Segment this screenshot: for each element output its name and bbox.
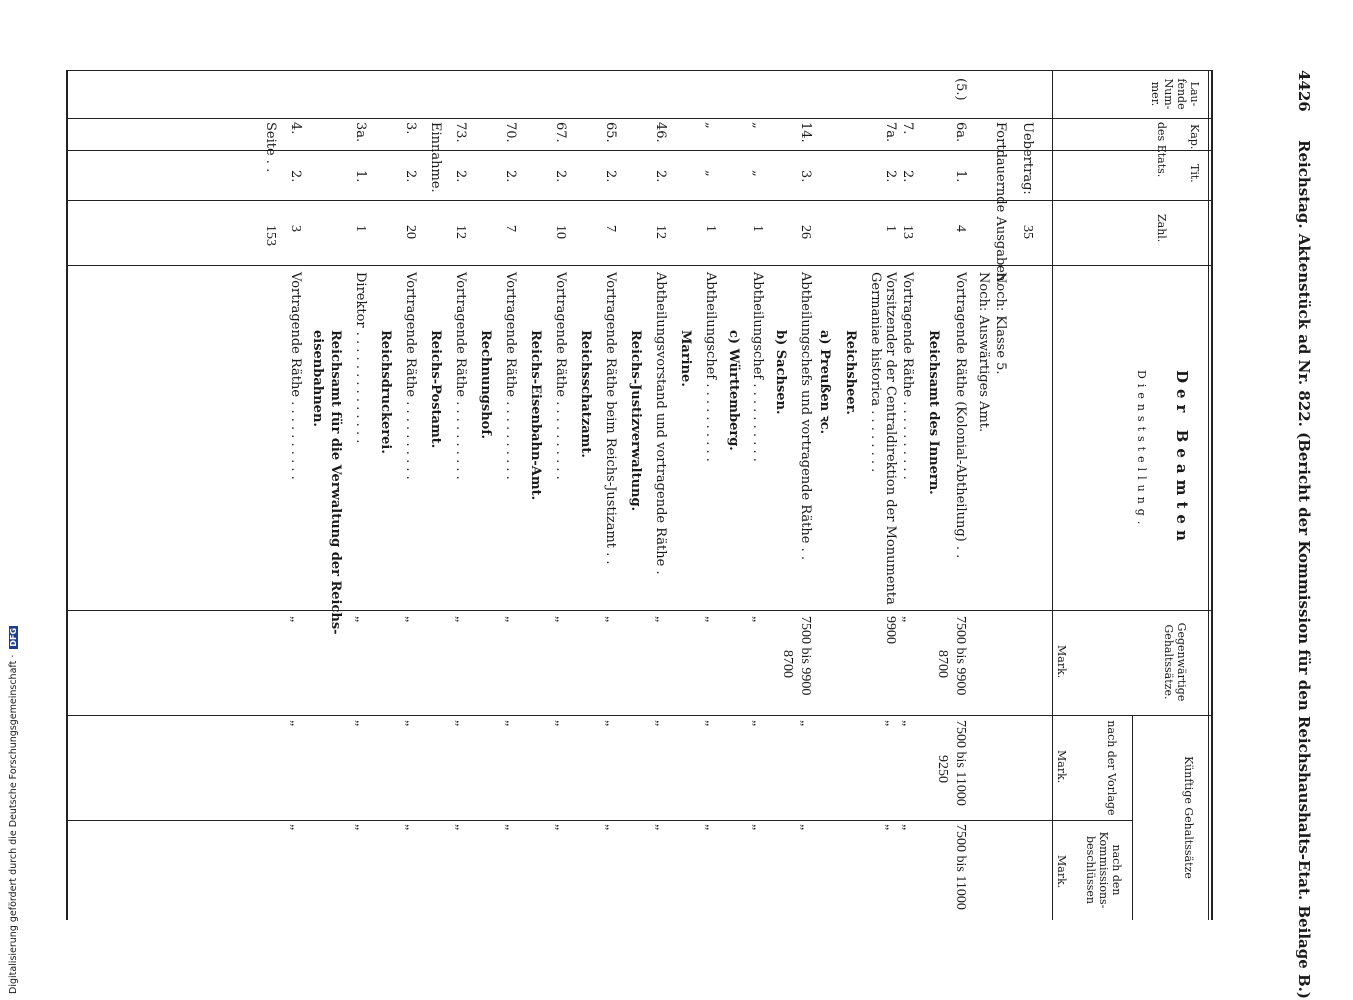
section-heading: Reichsschatzamt. — [578, 330, 593, 458]
table-bottom-rule — [66, 70, 68, 920]
kuenftige-rule — [1132, 715, 1133, 920]
col-laufende-nummer: Lau-fende Num-mer. — [1149, 78, 1201, 110]
section-heading: Reichsheer. — [843, 330, 858, 415]
row-dienststellung: Noch: Auswärtiges Amt. — [976, 272, 991, 433]
row-kommission: „ — [653, 824, 668, 831]
row-zahl: 1 — [353, 225, 368, 232]
row-kap: Seite . . — [263, 122, 278, 173]
row-vorlage: „ — [288, 720, 303, 727]
row-vorlage: „ — [603, 720, 618, 727]
row-kommission: 7500 bis 11000 — [953, 824, 968, 910]
section-heading: Reichs-Justizverwaltung. — [628, 330, 643, 512]
credit-footer — [2, 594, 24, 994]
row-zahl: 7 — [603, 225, 618, 232]
col-mark-3: Mark. — [1055, 855, 1068, 889]
row-kap: 73. — [453, 122, 468, 143]
row-gegenwaertig: 7500 bis 9900 — [798, 616, 813, 696]
row-gegenwaertig: „ — [503, 616, 518, 623]
row-kommission: „ — [288, 824, 303, 831]
row-vorlage: „ — [453, 720, 468, 727]
row-zahl: 1 — [750, 225, 765, 232]
section-heading: Reichsamt des Innern. — [926, 330, 941, 495]
table-top-rule-2 — [1208, 70, 1209, 920]
section-heading: eisenbahnen. — [310, 330, 325, 427]
row-zahl: 4 — [953, 225, 968, 232]
row-gegenwaertig: „ — [653, 616, 668, 623]
row-dienststellung: Vortragende Räthe (Kolonial-Abtheilung) . . — [953, 272, 968, 559]
row-kap: 7a. — [883, 122, 898, 143]
row-kap: „ — [750, 122, 765, 129]
row-dienststellung: Vortragende Räthe . . . . . . . . . . — [403, 272, 418, 480]
row-gegenwaertig: „ — [603, 616, 618, 623]
header-bottom-rule — [1052, 70, 1053, 920]
row-zahl: 12 — [453, 225, 468, 239]
row-gegenwaertig: 7500 bis 9900 — [953, 616, 968, 696]
row-tit: 2. — [883, 170, 898, 183]
row-vorlage: „ — [353, 720, 368, 727]
row-kap: 46. — [653, 122, 668, 143]
row-kap: 3. — [403, 122, 418, 135]
col-zahl: Zahl. — [1155, 214, 1168, 243]
row-vorlage: „ — [798, 720, 813, 727]
row-vorlage: „ — [553, 720, 568, 727]
row-zahl: 10 — [553, 225, 568, 239]
row-dienststellung: Vortragende Räthe . . . . . . . . . . — [553, 272, 568, 480]
section-heading: Reichsdruckerei. — [378, 330, 393, 454]
col-tit: Tit. — [1188, 164, 1201, 183]
row-dienststellung: Vortragende Räthe . . . . . . . . . . — [900, 272, 915, 480]
row-vorlage: „ — [750, 720, 765, 727]
row-gegenwaertig: „ — [353, 616, 368, 623]
row-kap: 65. — [603, 122, 618, 143]
row-kommission: „ — [798, 824, 813, 831]
row-tit: 2. — [503, 170, 518, 183]
row-kommission: „ — [883, 824, 898, 831]
row-kap: Uebertrag: — [1020, 122, 1035, 195]
row-dienststellung: Vortragende Räthe . . . . . . . . . . — [288, 272, 303, 480]
dfg-logo: DFG — [9, 627, 18, 647]
row-dienststellung: Vorsitzender der Centraldirektion der Monumenta — [883, 272, 898, 605]
row-kommission: „ — [403, 824, 418, 831]
col-rule-3 — [68, 200, 1213, 201]
row-kommission: „ — [453, 824, 468, 831]
row-tit: 2. — [453, 170, 468, 183]
col-rule-1 — [68, 118, 1213, 119]
table-top-rule — [1211, 70, 1213, 920]
row-gegenwaertig-durchschnitt: 8700 — [935, 650, 950, 678]
section-heading: a) Preußen ꝛc. — [817, 330, 832, 435]
col-rule-0 — [68, 70, 1213, 71]
col-mark-2: Mark. — [1055, 750, 1068, 784]
row-gegenwaertig: „ — [750, 616, 765, 623]
row-zahl: 1 — [883, 225, 898, 232]
col-nach-kommission: nach den Kommissions-beschlüssen — [1084, 831, 1123, 909]
col-rule-4 — [68, 265, 1213, 266]
row-kommission: „ — [503, 824, 518, 831]
row-kommission: „ — [603, 824, 618, 831]
row-tit: 2. — [403, 170, 418, 183]
row-gegenwaertig: „ — [288, 616, 303, 623]
row-tit: „ — [750, 170, 765, 177]
row-gegenwaertig: „ — [703, 616, 718, 623]
page-number: 4426 — [1295, 70, 1313, 112]
col-mark-1: Mark. — [1055, 645, 1068, 679]
row-gegenwaertig: „ — [453, 616, 468, 623]
row-vorlage: „ — [653, 720, 668, 727]
row-tit: 2. — [553, 170, 568, 183]
row-kap: 3a. — [353, 122, 368, 143]
row-dienststellung: Vortragende Räthe beim Reichs-Justizamt . . — [603, 272, 618, 565]
row-kommission: „ — [553, 824, 568, 831]
credit-text: Digitalisierung gefördert durch die Deutsche Forschungsgemeinschaft · DFG — [8, 627, 19, 994]
row-tit: 3. — [798, 170, 813, 183]
row-gegenwaertig: „ — [403, 616, 418, 623]
col-rule-5 — [68, 610, 1213, 611]
col-kuenftige: Künftige Gehaltssätze — [1182, 756, 1195, 879]
row-zahl: 35 — [1020, 225, 1035, 239]
row-tit: 2. — [288, 170, 303, 183]
col-rule-6 — [68, 715, 1213, 716]
credit-label: Digitalisierung gefördert durch die Deutsche Forschungsgemeinschaft — [8, 660, 19, 994]
col-gegenwaertige: Gegenwärtige Gehaltssätze. — [1162, 622, 1188, 702]
row-gegenwaertig: „ — [900, 616, 915, 623]
row-kap: 7. — [900, 122, 915, 135]
row-zahl: 7 — [503, 225, 518, 232]
row-kap: 67. — [553, 122, 568, 143]
row-dienststellung: Noch: Klasse 5. — [993, 272, 1008, 375]
row-kap: „ — [703, 122, 718, 129]
row-kap: 14. — [798, 122, 813, 143]
col-dienststellung: Dienststellung. — [1135, 370, 1148, 530]
col-rule-7 — [68, 820, 1133, 821]
row-gegenwaertig: 9900 — [883, 616, 898, 644]
row-kommission: „ — [353, 824, 368, 831]
row-vorlage: 7500 bis 11000 — [953, 720, 968, 806]
row-kommission: „ — [750, 824, 765, 831]
col-nach-vorlage: nach der Vorlage — [1105, 720, 1118, 816]
row-dienststellung: Abtheilungschef . . . . . . . . . . — [703, 272, 718, 462]
row-dienststellung: Direktor . . . . . . . . . . . . . . — [353, 272, 368, 444]
section-heading: b) Sachsen. — [773, 330, 788, 415]
row-vorlage: „ — [900, 720, 915, 727]
row-vorlage: „ — [883, 720, 898, 727]
row-zahl: 26 — [798, 225, 813, 239]
row-tit: 2. — [603, 170, 618, 183]
row-kommission: „ — [900, 824, 915, 831]
row-tit: „ — [703, 170, 718, 177]
row-dienststellung: Germaniae historica . . . . . . . . — [868, 272, 883, 473]
row-tit: 1. — [953, 170, 968, 183]
page-title: Reichstag. Aktenstück ad Nr. 822. (Bericht der Kommission für den Reichshaushalts-Etat. Beilage B.) — [1295, 140, 1313, 999]
col-des-etats: des Etats. — [1155, 122, 1168, 178]
section-heading: Reichs-Eisenbahn-Amt. — [528, 330, 543, 501]
row-zahl: 20 — [403, 225, 418, 239]
section-heading: Marine. — [678, 330, 693, 387]
row-gegenwaertig: „ — [553, 616, 568, 623]
section-heading: Reichs-Postamt. — [428, 330, 443, 449]
row-dienststellung: Abtheilungschefs und vortragende Räthe . . — [798, 272, 813, 560]
row-vorlage: „ — [703, 720, 718, 727]
row-zahl: 12 — [653, 225, 668, 239]
row-kap: Einnahme. — [428, 122, 443, 193]
row-tit: 1. — [353, 170, 368, 183]
col-kap: Kap. — [1188, 124, 1201, 150]
row-dienststellung: Vortragende Räthe . . . . . . . . . . — [503, 272, 518, 480]
section-heading: Rechnungshof. — [478, 330, 493, 439]
row-dienststellung: Abtheilungschef . . . . . . . . . . — [750, 272, 765, 462]
row-kap: Fortdauernde Ausgaben. — [993, 122, 1008, 286]
col-rule-2 — [68, 150, 1213, 151]
section-heading: Reichsamt für die Verwaltung der Reichs- — [328, 330, 343, 635]
row-dienststellung: Vortragende Räthe . . . . . . . . . . — [453, 272, 468, 480]
row-zahl: 153 — [263, 225, 278, 246]
row-kap: 6a. — [953, 122, 968, 143]
row-kap: 70. — [503, 122, 518, 143]
row-vorlage-durchschnitt: 9250 — [935, 755, 950, 783]
row-dienststellung: Abtheilungsvorstand und vortragende Räthe . — [653, 272, 668, 575]
row-vorlage: „ — [503, 720, 518, 727]
row-tit: 2. — [900, 170, 915, 183]
row-kommission: „ — [703, 824, 718, 831]
row-vorlage: „ — [403, 720, 418, 727]
row-zahl: 13 — [900, 225, 915, 239]
row-tit: 2. — [653, 170, 668, 183]
col-der-beamten: Der Beamten — [1173, 370, 1191, 547]
row-zahl: 1 — [703, 225, 718, 232]
section-heading: c) Württemberg. — [726, 330, 741, 451]
row-gegenwaertig-durchschnitt: 8700 — [780, 650, 795, 678]
row-kap: 4. — [288, 122, 303, 135]
row-zahl: 3 — [288, 225, 303, 232]
row-laufende-nummer: (5.) — [953, 78, 968, 101]
